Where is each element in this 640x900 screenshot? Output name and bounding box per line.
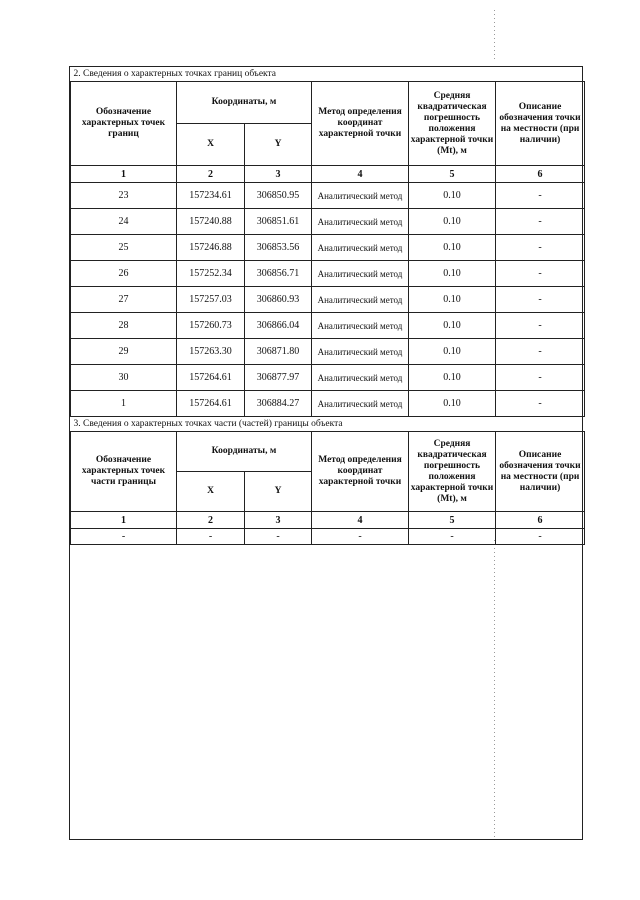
table-row: [71, 235, 585, 261]
column-number: 4: [312, 512, 409, 529]
error-value: 0.10: [409, 287, 496, 313]
y-coordinate: 306851.61: [245, 209, 312, 235]
y-coordinate: 306856.71: [245, 261, 312, 287]
column-numbers-row: [71, 166, 585, 183]
method-cell: Аналитический метод: [312, 209, 409, 235]
table-body: [71, 529, 585, 545]
column-number: 3: [245, 512, 312, 529]
description-cell: -: [496, 209, 585, 235]
table-row: [71, 391, 585, 417]
y-coordinate: 306877.97: [245, 365, 312, 391]
x-coordinate: 157252.34: [177, 261, 245, 287]
method-cell: Аналитический метод: [312, 365, 409, 391]
x-coordinate: 157260.73: [177, 313, 245, 339]
table-row: [71, 529, 585, 545]
error-value: 0.10: [409, 339, 496, 365]
column-number: 1: [71, 166, 177, 183]
document-frame: [69, 66, 583, 840]
table-row: [71, 261, 585, 287]
x-coordinate: 157263.30: [177, 339, 245, 365]
y-coordinate: 306850.95: [245, 183, 312, 209]
column-number: 5: [409, 166, 496, 183]
column-number: 6: [496, 166, 585, 183]
column-number: 1: [71, 512, 177, 529]
header-coords: Координаты, м: [177, 432, 312, 472]
error-value: 0.10: [409, 235, 496, 261]
error-value: 0.10: [409, 261, 496, 287]
point-label: -: [71, 529, 177, 545]
y-coordinate: 306871.80: [245, 339, 312, 365]
y-coordinate: 306853.56: [245, 235, 312, 261]
part-points-table: [70, 417, 585, 545]
x-coordinate: 157264.61: [177, 391, 245, 417]
error-value: 0.10: [409, 313, 496, 339]
header-x: X: [177, 472, 245, 512]
method-cell: Аналитический метод: [312, 339, 409, 365]
description-cell: -: [496, 313, 585, 339]
point-label: 26: [71, 261, 177, 287]
description-cell: -: [496, 287, 585, 313]
description-cell: -: [496, 365, 585, 391]
header-method: Метод определения координат характерной точки: [312, 82, 409, 166]
section-title: 3. Сведения о характерных точках части (частей) границы объекта: [71, 417, 585, 432]
point-label: 25: [71, 235, 177, 261]
method-cell: -: [312, 529, 409, 545]
header-point: Обозначение характерных точек части границы: [71, 432, 177, 512]
x-coordinate: 157257.03: [177, 287, 245, 313]
point-label: 24: [71, 209, 177, 235]
header-coords: Координаты, м: [177, 82, 312, 124]
column-number: 2: [177, 166, 245, 183]
header-point: Обозначение характерных точек границ: [71, 82, 177, 166]
point-label: 30: [71, 365, 177, 391]
column-number: 6: [496, 512, 585, 529]
header-y: Y: [245, 124, 312, 166]
description-cell: -: [496, 235, 585, 261]
y-coordinate: 306866.04: [245, 313, 312, 339]
table-row: [71, 183, 585, 209]
method-cell: Аналитический метод: [312, 235, 409, 261]
error-value: 0.10: [409, 209, 496, 235]
method-cell: Аналитический метод: [312, 313, 409, 339]
table-row: [71, 365, 585, 391]
point-label: 1: [71, 391, 177, 417]
error-value: 0.10: [409, 183, 496, 209]
column-number: 4: [312, 166, 409, 183]
x-coordinate: 157234.61: [177, 183, 245, 209]
error-value: -: [409, 529, 496, 545]
header-x: X: [177, 124, 245, 166]
point-label: 27: [71, 287, 177, 313]
error-value: 0.10: [409, 391, 496, 417]
x-coordinate: 157264.61: [177, 365, 245, 391]
description-cell: -: [496, 183, 585, 209]
y-coordinate: 306884.27: [245, 391, 312, 417]
method-cell: Аналитический метод: [312, 287, 409, 313]
method-cell: Аналитический метод: [312, 391, 409, 417]
point-label: 29: [71, 339, 177, 365]
method-cell: Аналитический метод: [312, 183, 409, 209]
table-row: [71, 313, 585, 339]
description-cell: -: [496, 339, 585, 365]
section-title: 2. Сведения о характерных точках границ объекта: [71, 67, 585, 82]
description-cell: -: [496, 529, 585, 545]
table-row: [71, 339, 585, 365]
scan-artifact: [494, 10, 495, 60]
y-coordinate: -: [245, 529, 312, 545]
method-cell: Аналитический метод: [312, 261, 409, 287]
x-coordinate: -: [177, 529, 245, 545]
description-cell: -: [496, 391, 585, 417]
header-description: Описание обозначения точки на местности (при наличии): [496, 82, 585, 166]
header-method: Метод определения координат характерной точки: [312, 432, 409, 512]
column-number: 3: [245, 166, 312, 183]
column-number: 5: [409, 512, 496, 529]
description-cell: -: [496, 261, 585, 287]
y-coordinate: 306860.93: [245, 287, 312, 313]
point-label: 28: [71, 313, 177, 339]
table-body: [71, 183, 585, 417]
header-description: Описание обозначения точки на местности (при наличии): [496, 432, 585, 512]
header-error: Средняя квадратическая погрешность положения характерной точки (Mt), м: [409, 432, 496, 512]
point-label: 23: [71, 183, 177, 209]
column-numbers-row: [71, 512, 585, 529]
column-number: 2: [177, 512, 245, 529]
header-error: Средняя квадратическая погрешность положения характерной точки (Mt), м: [409, 82, 496, 166]
header-y: Y: [245, 472, 312, 512]
points-table: [70, 67, 585, 417]
table-row: [71, 209, 585, 235]
table-row: [71, 287, 585, 313]
error-value: 0.10: [409, 365, 496, 391]
x-coordinate: 157246.88: [177, 235, 245, 261]
x-coordinate: 157240.88: [177, 209, 245, 235]
